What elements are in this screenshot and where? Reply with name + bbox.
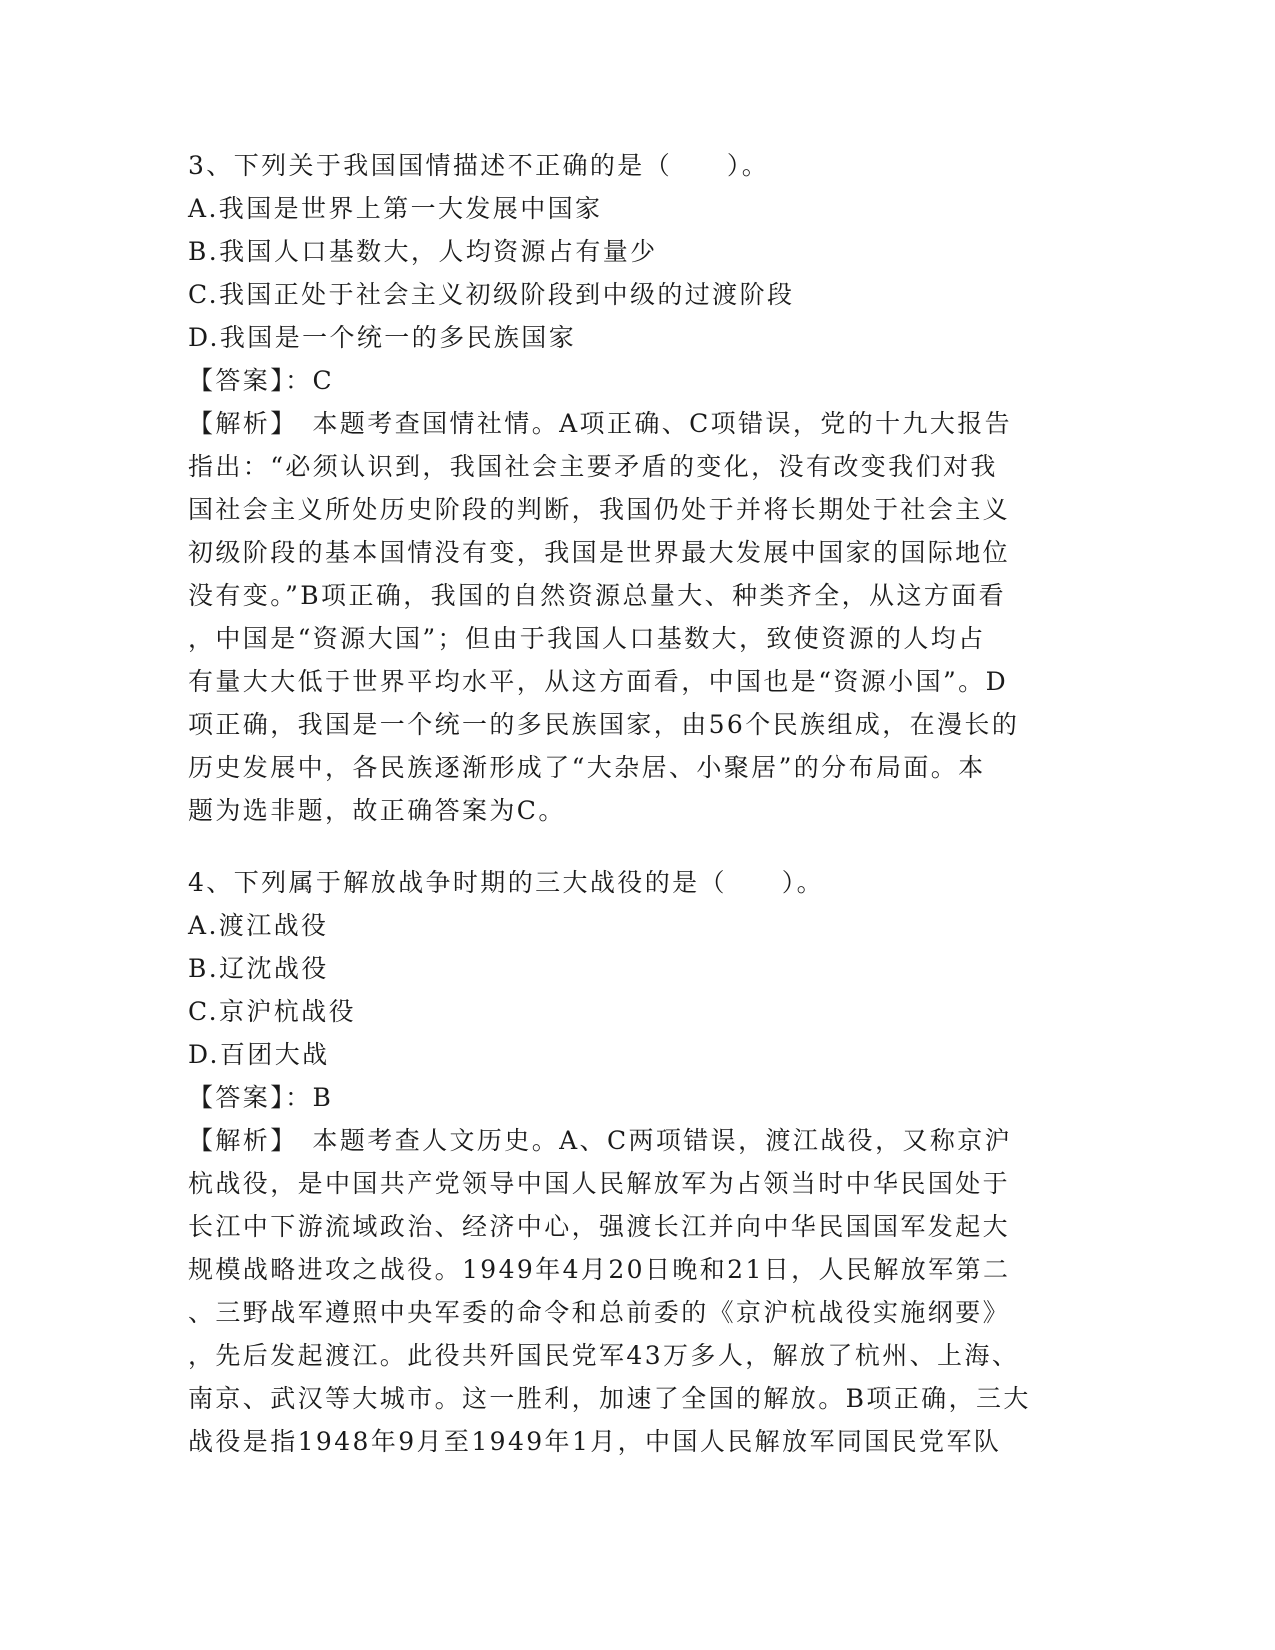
question-4 bbox=[188, 861, 1078, 1463]
analysis-line: 、三野战军遵照中央军委的命令和总前委的《京沪杭战役实施纲要》 bbox=[188, 1298, 1011, 1327]
option-d: D.我国是一个统一的多民族国家 bbox=[188, 323, 577, 352]
analysis-line: 有量大大低于世界平均水平，从这方面看，中国也是“资源小国”。D bbox=[188, 667, 1009, 696]
analysis-line: 杭战役，是中国共产党领导中国人民解放军为占领当时中华民国处于 bbox=[188, 1169, 1011, 1198]
answer-line: 【答案】：C bbox=[188, 366, 335, 395]
analysis-line: 南京、武汉等大城市。这一胜利，加速了全国的解放。B项正确，三大 bbox=[188, 1384, 1031, 1413]
analysis-line: 规模战略进攻之战役。1949年4月20日晚和21日，人民解放军第二 bbox=[188, 1255, 1011, 1284]
option-c: C.我国正处于社会主义初级阶段到中级的过渡阶段 bbox=[188, 280, 795, 309]
option-b: B.我国人口基数大，人均资源占有量少 bbox=[188, 237, 658, 266]
answer-line: 【答案】：B bbox=[188, 1083, 334, 1112]
analysis-line: 战役是指1948年9月至1949年1月，中国人民解放军同国民党军队 bbox=[188, 1427, 1002, 1456]
option-b: B.辽沈战役 bbox=[188, 954, 329, 983]
option-a: A.渡江战役 bbox=[188, 911, 329, 940]
analysis-line: ，中国是“资源大国”；但由于我国人口基数大，致使资源的人均占 bbox=[188, 624, 986, 653]
question-3 bbox=[188, 144, 1078, 832]
option-c: C.京沪杭战役 bbox=[188, 997, 356, 1026]
analysis-line: ，先后发起渡江。此役共歼国民党军43万多人，解放了杭州、上海、 bbox=[188, 1341, 1020, 1370]
analysis-line: 指出：“必须认识到，我国社会主要矛盾的变化，没有改变我们对我 bbox=[188, 452, 998, 481]
analysis-line: 【解析】 本题考查国情社情。A项正确、C项错误，党的十九大报告 bbox=[188, 409, 1013, 438]
analysis-line: 国社会主义所处历史阶段的判断，我国仍处于并将长期处于社会主义 bbox=[188, 495, 1011, 524]
analysis-line: 长江中下游流域政治、经济中心，强渡长江并向中华民国国军发起大 bbox=[188, 1212, 1011, 1241]
option-d: D.百团大战 bbox=[188, 1040, 330, 1069]
option-a: A.我国是世界上第一大发展中国家 bbox=[188, 194, 603, 223]
analysis-line: 【解析】 本题考查人文历史。A、C两项错误，渡江战役，又称京沪 bbox=[188, 1126, 1013, 1155]
analysis-line: 没有变。”B项正确，我国的自然资源总量大、种类齐全，从这方面看 bbox=[188, 581, 1007, 610]
analysis-line: 题为选非题，故正确答案为C。 bbox=[188, 796, 566, 825]
analysis-line: 历史发展中，各民族逐渐形成了“大杂居、小聚居”的分布局面。本 bbox=[188, 753, 986, 782]
question-stem: 3、下列关于我国国情描述不正确的是（ ）。 bbox=[188, 151, 770, 180]
question-stem: 4、下列属于解放战争时期的三大战役的是（ ）。 bbox=[188, 868, 825, 897]
analysis-line: 项正确，我国是一个统一的多民族国家，由56个民族组成，在漫长的 bbox=[188, 710, 1020, 739]
analysis-line: 初级阶段的基本国情没有变，我国是世界最大发展中国家的国际地位 bbox=[188, 538, 1011, 567]
